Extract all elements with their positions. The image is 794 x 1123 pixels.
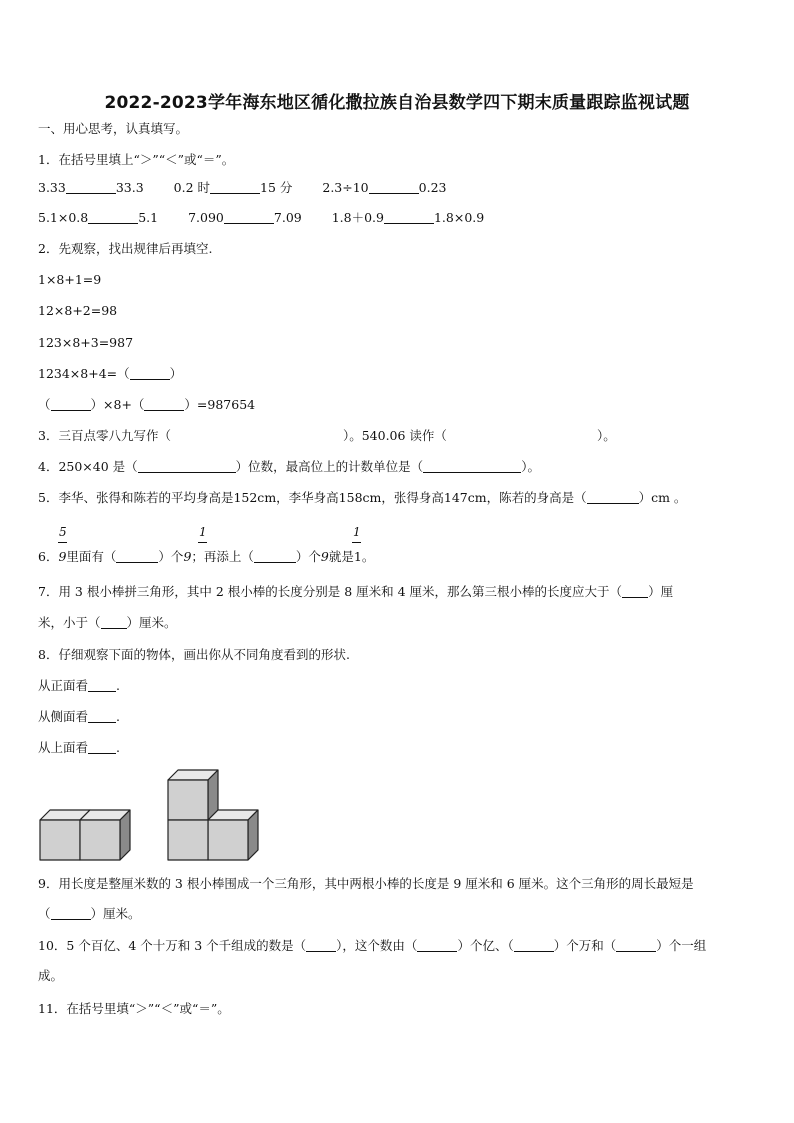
- question-text: （: [38, 906, 51, 921]
- view-label: 从正面看: [38, 678, 89, 693]
- answer-blank[interactable]: [306, 939, 336, 952]
- answer-blank[interactable]: [622, 585, 648, 598]
- question-7-line-1: [38, 584, 673, 600]
- question-text: ）个: [158, 549, 184, 564]
- view-front: [38, 678, 120, 694]
- q1-item: 33.3: [115, 180, 144, 195]
- fraction-numerator: 1: [199, 525, 207, 539]
- question-text: ）cm 。: [638, 490, 687, 505]
- page-title: 2022-2023学年海东地区循化撒拉族自治县数学四下期末质量跟踪监视试题: [104, 93, 690, 113]
- q1-item: 7.09: [273, 210, 302, 225]
- pattern-line-5: [38, 397, 255, 413]
- question-text: ）。: [596, 428, 616, 443]
- answer-blank[interactable]: [88, 211, 138, 224]
- pattern-text: （: [38, 397, 51, 412]
- section-heading: 一、用心思考，认真填写。: [38, 121, 189, 136]
- question-text: 3．三百点零八九写作（: [38, 428, 171, 443]
- cube-group-left: [40, 810, 130, 860]
- answer-blank[interactable]: [514, 939, 554, 952]
- answer-blank[interactable]: [417, 939, 457, 952]
- question-9-line-1: 9．用长度是整厘米数的 3 根小棒围成一个三角形，其中两根小棒的长度是 9 厘米和 6 厘米。这个三角形的周长最短是: [38, 876, 694, 891]
- question-text: ），这个数由（: [336, 938, 418, 953]
- answer-blank[interactable]: [254, 550, 296, 563]
- question-1-row-2: [38, 210, 484, 226]
- question-3: [38, 428, 616, 444]
- question-text: ）个亿、（: [457, 938, 514, 953]
- answer-blank[interactable]: [116, 550, 158, 563]
- answer-blank[interactable]: [423, 460, 521, 473]
- question-6: [38, 549, 374, 565]
- q1-item: 5.1: [138, 210, 159, 225]
- punct: .: [116, 740, 120, 755]
- q1-item: 1.8＋0.9: [331, 210, 384, 225]
- q1-item: 15 分: [260, 180, 293, 195]
- cube-figure: [36, 766, 268, 862]
- pattern-line: 1×8+1=9: [38, 272, 102, 287]
- fraction-denominator: 9: [183, 549, 192, 564]
- answer-blank[interactable]: [51, 907, 91, 920]
- q1-item: 3.33: [38, 180, 66, 195]
- answer-blank[interactable]: [88, 710, 116, 723]
- question-9-line-2: [38, 906, 141, 922]
- question-1-row-1: [38, 180, 446, 196]
- answer-blank[interactable]: [616, 939, 656, 952]
- pattern-text: 1234×8+4=（: [38, 366, 130, 381]
- question-5: [38, 490, 686, 506]
- pattern-text: ）=987654: [184, 397, 256, 412]
- q1-item: 0.23: [418, 180, 447, 195]
- question-text: 就是1。: [328, 549, 375, 564]
- q1-item: 2.3÷10: [322, 180, 369, 195]
- pattern-line-4: [38, 366, 182, 382]
- pattern-text: ）×8+（: [90, 397, 145, 412]
- answer-blank[interactable]: [88, 741, 116, 754]
- question-text: 7．用 3 根小棒拼三角形，其中 2 根小棒的长度分别是 8 厘米和 4 厘米，那么第三根小棒的长度应大于（: [38, 584, 623, 599]
- answer-blank[interactable]: [384, 211, 434, 224]
- fraction-denominator: 9: [320, 549, 329, 564]
- question-text: 10．5 个百亿、4 个十万和 3 个千组成的数是（: [38, 938, 307, 953]
- question-10-line-1: [38, 938, 706, 954]
- q1-item: 5.1×0.8: [38, 210, 89, 225]
- fraction-bar: [58, 542, 67, 543]
- question-4: [38, 459, 540, 475]
- answer-blank[interactable]: [130, 367, 170, 380]
- view-top: [38, 740, 120, 756]
- question-2-text: 2．先观察，找出规律后再填空.: [38, 241, 213, 256]
- answer-blank[interactable]: [224, 211, 274, 224]
- fraction-denominator: 9: [58, 549, 67, 564]
- question-text: ）位数，最高位上的计数单位是（: [235, 459, 424, 474]
- answer-blank[interactable]: [138, 460, 236, 473]
- answer-blank[interactable]: [88, 679, 116, 692]
- answer-blank[interactable]: [369, 181, 419, 194]
- answer-blank[interactable]: [144, 398, 184, 411]
- question-text: ）个: [295, 549, 321, 564]
- question-text: 4．250×40 是（: [38, 459, 138, 474]
- question-text: ）厘: [648, 584, 674, 599]
- q1-item: 0.2 时: [173, 180, 211, 195]
- question-8-text: 8．仔细观察下面的物体，画出你从不同角度看到的形状.: [38, 647, 350, 662]
- fraction-numerator: 1: [353, 525, 361, 539]
- answer-blank[interactable]: [587, 491, 639, 504]
- question-text: ）个万和（: [553, 938, 617, 953]
- question-1-text: 1．在括号里填上“＞”“＜”或“＝”。: [38, 152, 235, 167]
- punct: .: [116, 678, 120, 693]
- answer-blank[interactable]: [66, 181, 116, 194]
- question-7-line-2: [38, 615, 177, 631]
- pattern-text: ）: [169, 366, 183, 381]
- question-text: 6．: [38, 549, 59, 564]
- answer-blank[interactable]: [101, 616, 127, 629]
- question-text: 里面有（: [66, 549, 117, 564]
- view-side: [38, 709, 120, 725]
- q1-item: 1.8×0.9: [433, 210, 485, 225]
- question-11-text: 11．在括号里填“＞”“＜”或“＝”。: [38, 1001, 230, 1016]
- question-text: ；再添上（: [191, 549, 254, 564]
- cube-group-right: [168, 770, 258, 860]
- question-10-line-2: 成。: [38, 968, 64, 983]
- pattern-line: 12×8+2=98: [38, 303, 118, 318]
- punct: .: [116, 709, 120, 724]
- fraction-bar: [352, 542, 361, 543]
- view-label: 从侧面看: [38, 709, 89, 724]
- question-text: ）。: [521, 459, 540, 474]
- answer-blank[interactable]: [210, 181, 260, 194]
- pattern-line: 123×8+3=987: [38, 335, 134, 350]
- q1-item: 7.090: [188, 210, 224, 225]
- question-text: ）个一组: [656, 938, 707, 953]
- question-text: ）厘米。: [90, 906, 141, 921]
- fraction-bar: [198, 542, 207, 543]
- question-text: ）厘米。: [126, 615, 177, 630]
- question-text: 5．李华、张得和陈若的平均身高是152cm，李华身高158cm，张得身高147cm，陈若的身高是（: [38, 490, 587, 505]
- question-text: ）。540.06 读作（: [342, 428, 447, 443]
- fraction-numerator: 5: [59, 525, 67, 539]
- question-text: 米，小于（: [38, 615, 101, 630]
- view-label: 从上面看: [38, 740, 89, 755]
- answer-blank[interactable]: [51, 398, 91, 411]
